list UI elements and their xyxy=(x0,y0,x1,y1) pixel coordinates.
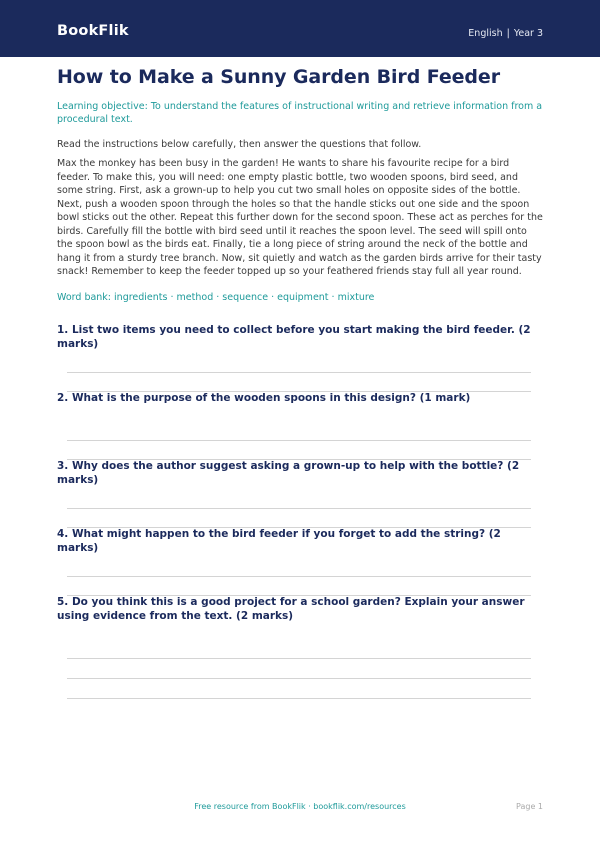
question-5: 5. Do you think this is a good project for a school garden? Explain your answer using evidence from the text. (2 marks) xyxy=(57,596,525,622)
instructions-text: Read the instructions below carefully, then answer the questions that follow. xyxy=(57,139,422,150)
page-header xyxy=(0,0,600,57)
answer-line[interactable] xyxy=(67,678,531,679)
page-number: Page 1 xyxy=(516,802,543,811)
word-bank: Word bank: ingredients · method · sequence · equipment · mixture xyxy=(57,292,375,303)
question-1: 1. List two items you need to collect before you start making the bird feeder. (2 marks) xyxy=(57,324,531,350)
answer-line[interactable] xyxy=(67,698,531,699)
question-3: 3. Why does the author suggest asking a grown-up to help with the bottle? (2 marks) xyxy=(57,460,520,486)
question-2: 2. What is the purpose of the wooden spoons in this design? (1 mark) xyxy=(57,392,471,404)
page-title: How to Make a Sunny Garden Bird Feeder xyxy=(57,66,500,88)
answer-line[interactable] xyxy=(67,576,531,577)
answer-line[interactable] xyxy=(67,658,531,659)
separator: | xyxy=(506,28,510,39)
reading-passage: Max the monkey has been busy in the garden! He wants to share his favourite recipe for a bird feeder. To make this, you will need: one empty plastic bottle, two wooden spoons, bird seed, and some string. First, ask a grown-up to help you cut two small holes on opposite sides of the bottle. Next, push a wooden spoon through the holes so that the handle sticks out one side and the spoon bowl sticks out the other. Repeat this further down for the second spoon. These act as perches for the birds. Carefully fill the bottle with bird seed until it reaches the spoon level. The seed will spill onto the spoon bowl as the birds eat. Finally, tie a long piece of string around the neck of the bottle and hang it from a sturdy tree branch. Now, sit quietly and watch as the garden birds arrive for their tasty snack! Remember to keep the feeder topped up so your feathered friends stay full all year round. xyxy=(57,158,543,277)
footer-link[interactable]: Free resource from BookFlik · bookflik.com/resources xyxy=(194,802,406,811)
year-label: Year 3 xyxy=(513,28,543,39)
subject-label: English xyxy=(468,28,503,39)
answer-line[interactable] xyxy=(67,440,531,441)
learning-objective: Learning objective: To understand the features of instructional writing and retrieve information from a procedural text. xyxy=(57,101,543,125)
subject-year xyxy=(468,28,543,39)
answer-line[interactable] xyxy=(67,508,531,509)
brand-logo[interactable]: BookFlik xyxy=(57,23,129,39)
question-4: 4. What might happen to the bird feeder if you forget to add the string? (2 marks) xyxy=(57,528,501,554)
answer-line[interactable] xyxy=(67,372,531,373)
